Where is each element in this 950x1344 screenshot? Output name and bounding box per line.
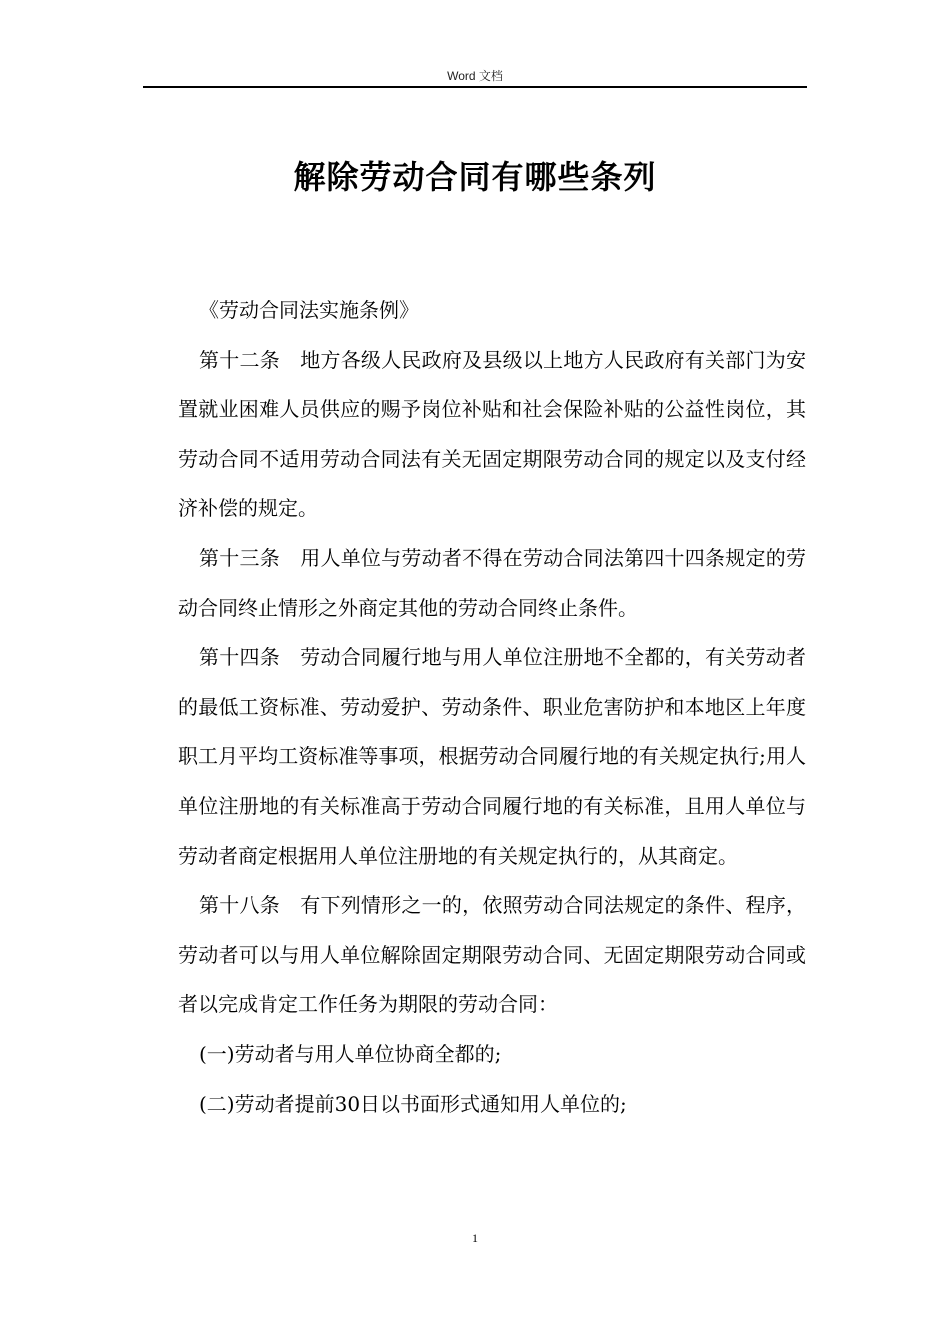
body-paragraph: [178, 534, 806, 633]
paragraph-text: 地方各级人民政府及县级以上地方人民政府有关部门为安置就业困难人员供应的赐予岗位补贴和社会保险补贴的公益性岗位，其劳动合同不适用劳动合同法有关无固定期限劳动合同的规定以及支付经济补偿的规定。: [178, 347, 807, 521]
article-number: 第十二条: [199, 347, 280, 372]
article-number: 第十三条: [199, 545, 280, 570]
body-paragraph: [178, 336, 806, 534]
paragraph-text: (一)劳动者与用人单位协商全都的;: [199, 1041, 502, 1066]
body-paragraph: [178, 633, 806, 881]
body-paragraph: [178, 286, 806, 336]
paragraph-text: 有下列情形之一的，依照劳动合同法规定的条件、程序，劳动者可以与用人单位解除固定期限劳动合同、无固定期限劳动合同或者以完成肯定工作任务为期限的劳动合同：: [178, 893, 807, 1017]
page-number: 1: [472, 1231, 478, 1245]
article-number: 第十四条: [199, 645, 280, 670]
article-number: 第十八条: [199, 893, 280, 918]
header-divider: [143, 86, 807, 88]
paragraph-text: 《劳动合同法实施条例》: [199, 298, 419, 322]
body-paragraph: [178, 881, 806, 1030]
body-paragraph: [178, 1030, 806, 1080]
paragraph-text: 劳动合同履行地与用人单位注册地不全都的，有关劳动者的最低工资标准、劳动爱护、劳动条件、职业危害防护和本地区上年度职工月平均工资标准等事项，根据劳动合同履行地的有关规定执行;用人单位注册地的有关标准高于劳动合同履行地的有关标准，且用人单位与劳动者商定根据用人单位注册地的有关规定执行的，从其商定。: [178, 645, 807, 868]
page-header-label: Word 文档: [447, 69, 503, 83]
body-paragraph: [178, 1080, 806, 1130]
document-body: [178, 286, 806, 1129]
document-title: 解除劳动合同有哪些条列: [293, 158, 657, 196]
paragraph-text: (二)劳动者提前30日以书面形式通知用人单位的;: [199, 1091, 627, 1116]
paragraph-text: 用人单位与劳动者不得在劳动合同法第四十四条规定的劳动合同终止情形之外商定其他的劳动合同终止条件。: [178, 545, 807, 620]
